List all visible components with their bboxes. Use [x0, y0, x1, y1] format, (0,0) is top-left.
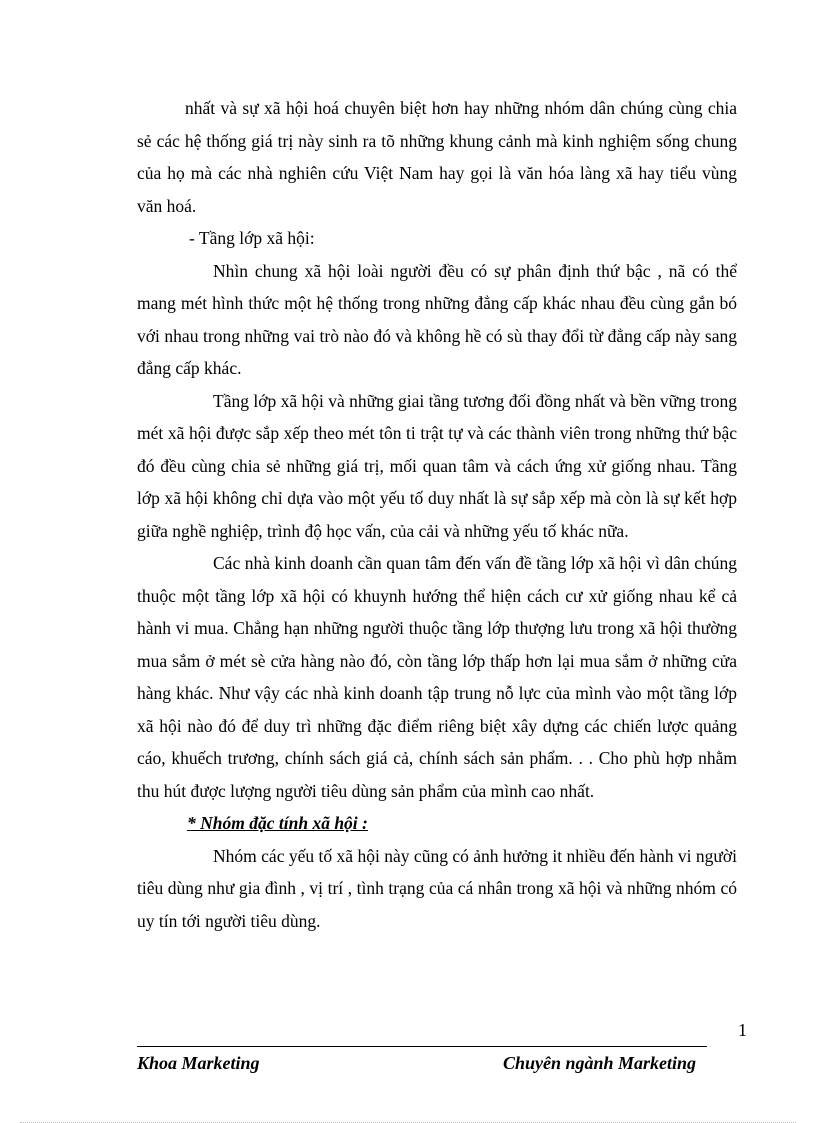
- section-heading-text: * Nhóm đặc tính xã hội :: [187, 813, 368, 833]
- paragraph-business-implications: Các nhà kinh doanh cần quan tâm đến vấn đề tầng lớp xã hội vì dân chúng thuộc một tầng lớp xã hội có khuynh hướng thể hiện cách cư xử giống nhau kể cả hành vi mua. Chẳng hạn những người thuộc tầng lớp thượng lưu trong xã hội thường mua sắm ở mét sè cửa hàng nào đó, còn tầng lớp thấp hơn lại mua sắm ở những cửa hàng khác. Như vậy các nhà kinh doanh tập trung nỗ lực của mình vào một tầng lớp xã hội nào đó để duy trì những đặc điểm riêng biệt xây dựng các chiến lược quảng cáo, khuếch trương, chính sách giá cả, chính sách sản phẩm. . . Cho phù hợp nhằm thu hút được lượng người tiêu dùng sản phẩm của mình cao nhất.: [137, 553, 737, 801]
- paragraph-social-hierarchy: Nhìn chung xã hội loài người đều có sự phân định thứ bậc , nã có thể mang mét hình thức một hệ thống trong những đẳng cấp khác nhau đều cùng gắn bó với nhau trong những vai trò nào đó và không hề có sù thay đổi từ đẳng cấp này sang đẳng cấp khác.: [137, 260, 737, 378]
- footer-divider: [137, 1046, 707, 1047]
- bullet-social-class: - Tầng lớp xã hội:: [189, 228, 315, 248]
- footer-department: Khoa Marketing: [137, 1053, 260, 1073]
- paragraph-social-factors: Nhóm các yếu tố xã hội này cũng có ảnh hưởng it nhiều đến hành vi người tiêu dùng như gia đình , vị trí , tình trạng của cá nhân trong xã hội và những nhóm có uy tín tới người tiêu dùng.: [137, 845, 737, 931]
- document-body: [137, 92, 737, 937]
- paragraph-cultural-subgroups: nhất và sự xã hội hoá chuyên biệt hơn hay những nhóm dân chúng cùng chia sẻ các hệ thống giá trị này sinh ra tõ những khung cảnh mà kinh nghiệm sống chung của họ mà các nhà nghiên cứu Việt Nam hay gọi là văn hóa làng xã hay tiểu vùng văn hoá.: [137, 98, 737, 216]
- footer-major: Chuyên ngành Marketing: [503, 1053, 697, 1073]
- paragraph-social-class-definition: Tầng lớp xã hội và những giai tầng tương đối đồng nhất và bền vững trong mét xã hội được sắp xếp theo mét tôn ti trật tự và các thành viên trong những thứ bậc đó đều cùng chia sẻ những giá trị, mối quan tâm và cách ứng xử giống nhau. Tầng lớp xã hội không chỉ dựa vào một yếu tố duy nhất là sự sắp xếp mà còn là sự kết hợp giữa nghề nghiệp, trình độ học vấn, của cải và những yếu tố khác nữa.: [137, 390, 737, 541]
- section-heading: [137, 807, 737, 840]
- page-number: 1: [738, 1020, 747, 1040]
